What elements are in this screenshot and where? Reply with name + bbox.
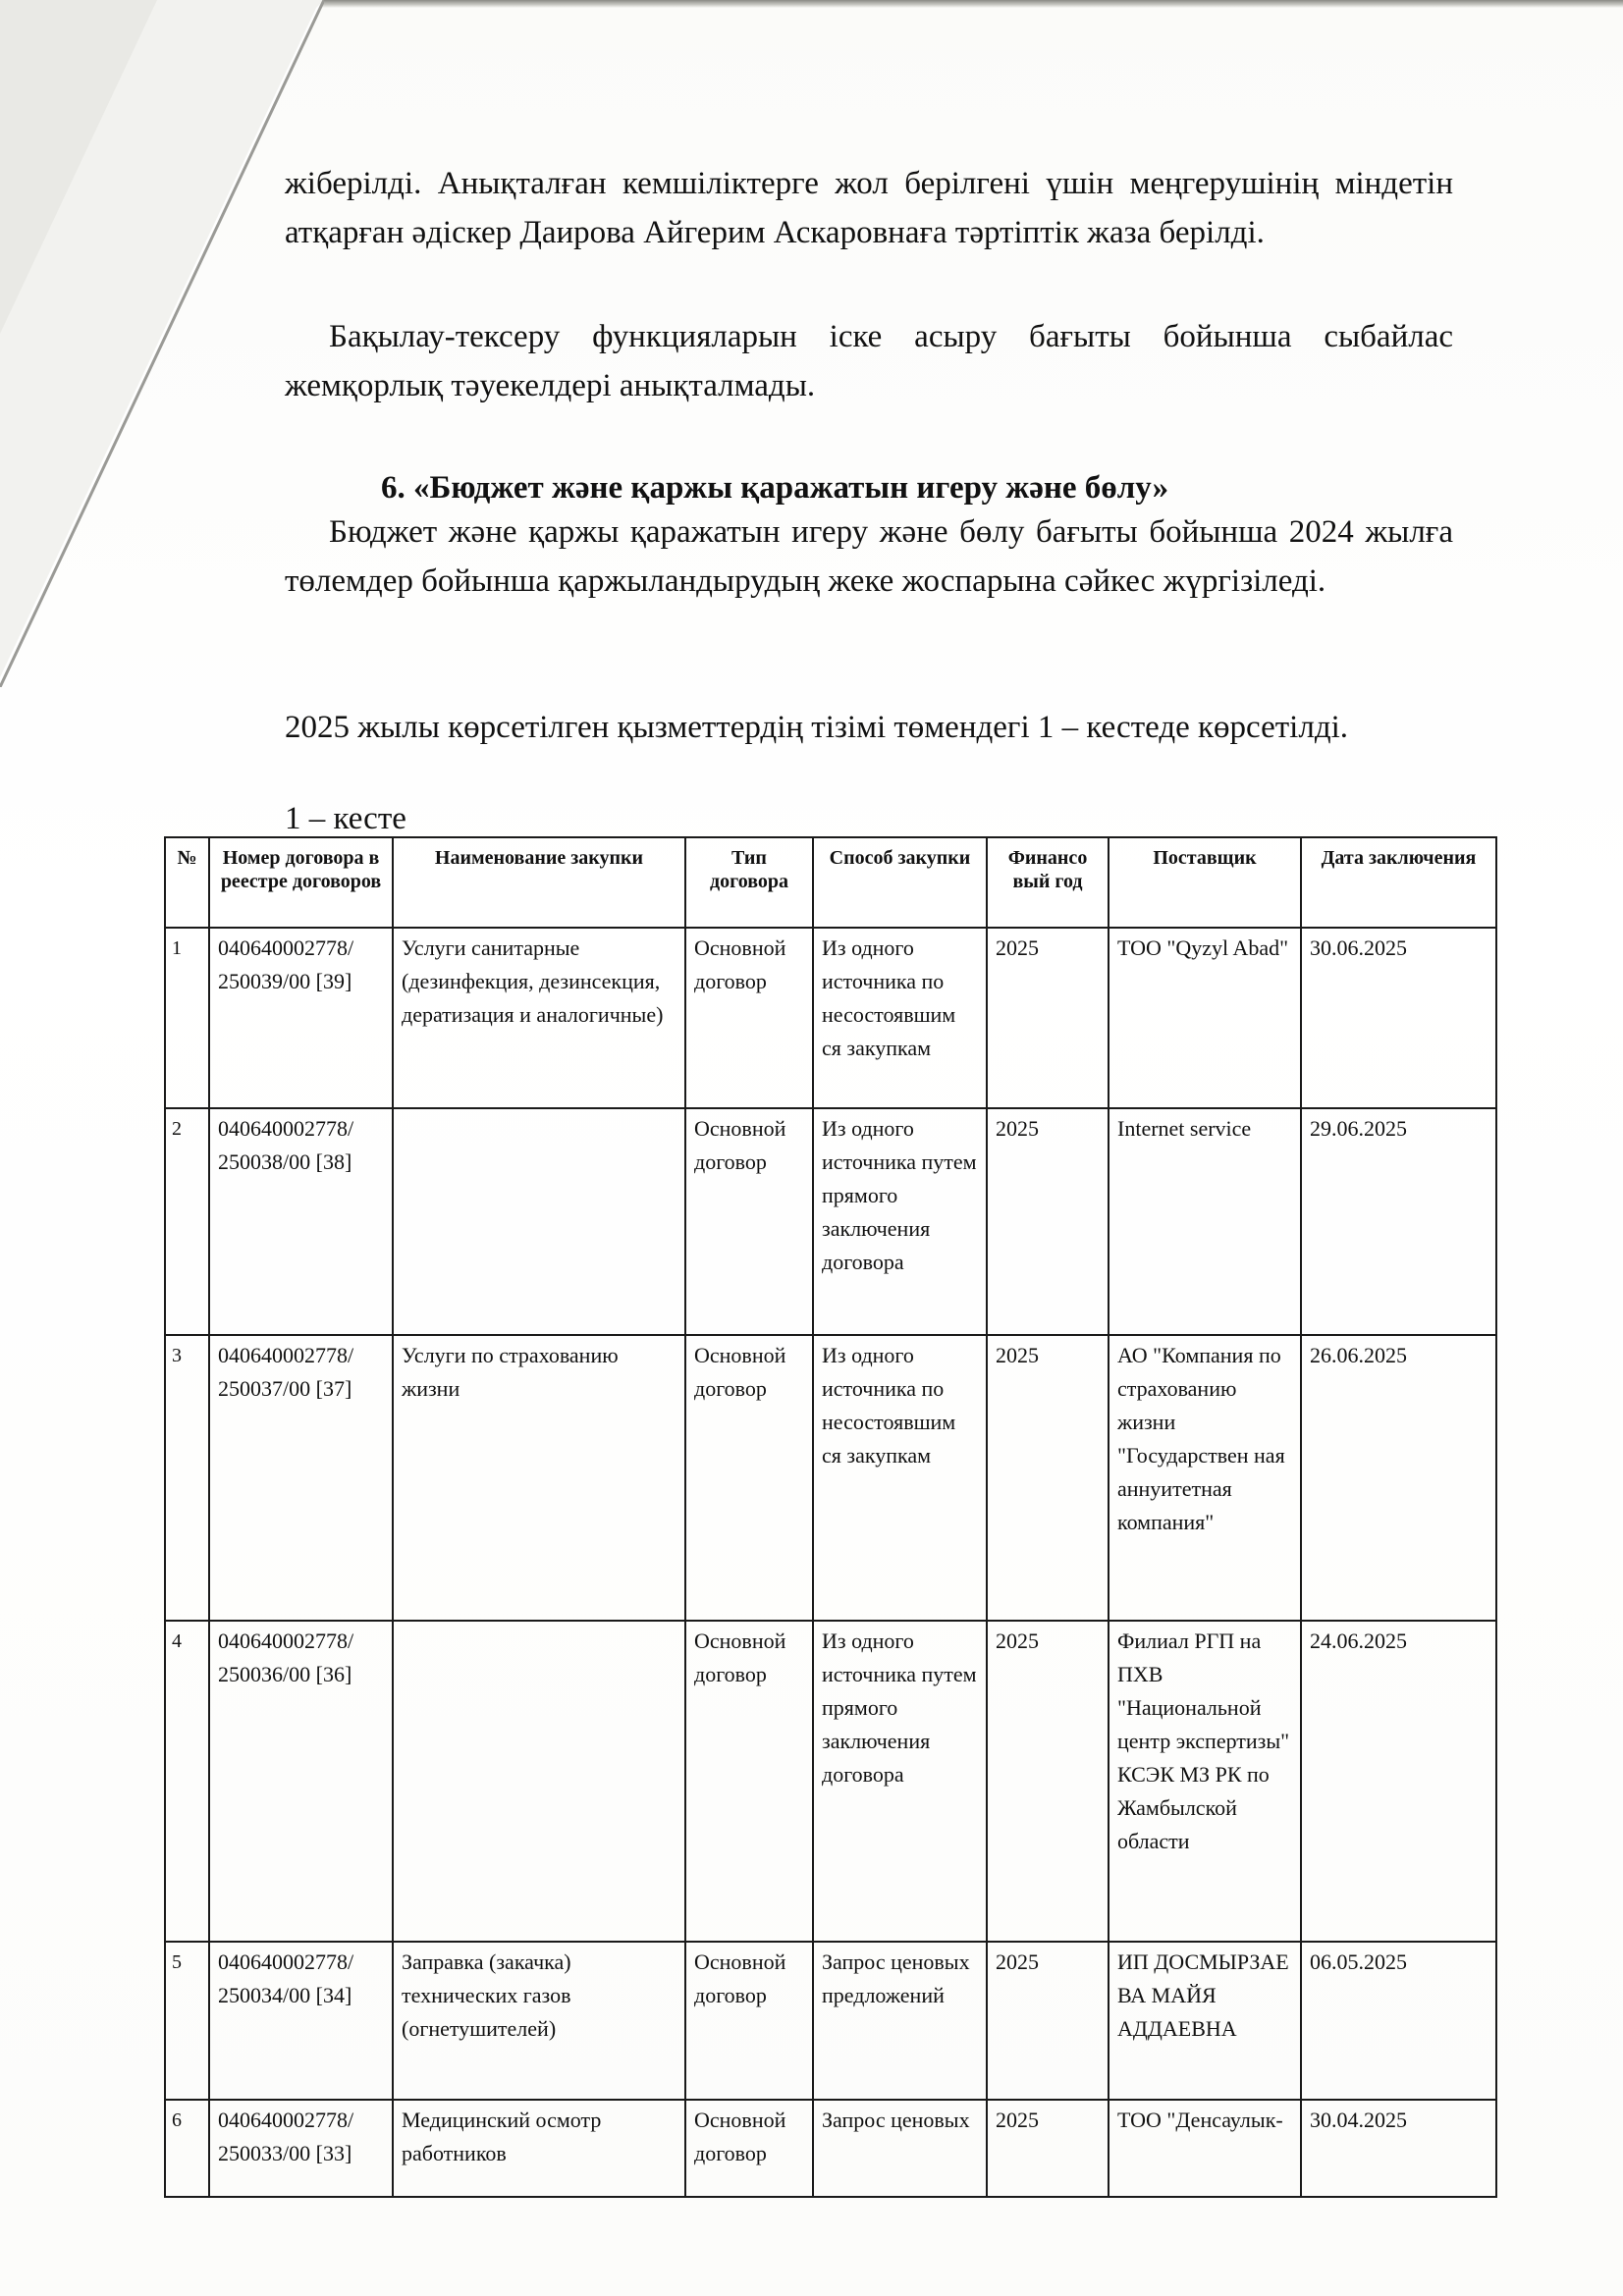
- table-row: [165, 1108, 1496, 1335]
- cell-type: Основной договор: [685, 928, 813, 1108]
- cell-contract-no: 040640002778/ 250037/00 [37]: [209, 1335, 393, 1621]
- contracts-table: [164, 836, 1497, 2198]
- cell-num: 3: [165, 1335, 209, 1621]
- cell-method: Из одного источника путем прямого заключения договора: [813, 1621, 987, 1942]
- paragraph-services-list: 2025 жылы көрсетілген қызметтердің тізімі төмендегі 1 – кестеде көрсетілді.: [285, 710, 1349, 745]
- cell-fin-year: 2025: [987, 1108, 1109, 1335]
- cell-date: 30.06.2025: [1301, 928, 1496, 1108]
- header-method: Способ закупки: [813, 837, 987, 928]
- cell-name: Услуги санитарные (дезинфекция, дезинсекция, дератизация и аналогичные): [393, 928, 685, 1108]
- cell-supplier: ТОО "Денсаулык-: [1109, 2100, 1301, 2197]
- cell-fin-year: 2025: [987, 2100, 1109, 2197]
- cell-name: Услуги по страхованию жизни: [393, 1335, 685, 1621]
- cell-fin-year: 2025: [987, 1942, 1109, 2100]
- cell-fin-year: 2025: [987, 1335, 1109, 1621]
- cell-type: Основной договор: [685, 2100, 813, 2197]
- cell-name: Заправка (закачка) технических газов (огнетушителей): [393, 1942, 685, 2100]
- cell-num: 2: [165, 1108, 209, 1335]
- header-name: Наименование закупки: [393, 837, 685, 928]
- paragraph-disciplinary: жіберілді. Анықталған кемшіліктерге жол берілгені үшін меңгерушінің міндетін атқарған әдіскер Даирова Айгерим Аскаровнаға тәртіптік жаза берілді.: [285, 166, 1453, 250]
- cell-type: Основной договор: [685, 1108, 813, 1335]
- cell-method: Из одного источника по несостоявшим ся закупкам: [813, 1335, 987, 1621]
- table-row: [165, 2100, 1496, 2197]
- cell-date: 06.05.2025: [1301, 1942, 1496, 2100]
- contracts-table-wrapper: [164, 836, 1495, 2198]
- cell-num: 1: [165, 928, 209, 1108]
- cell-date: 30.04.2025: [1301, 2100, 1496, 2197]
- cell-type: Основной договор: [685, 1942, 813, 2100]
- cell-contract-no: 040640002778/ 250033/00 [33]: [209, 2100, 393, 2197]
- cell-method: Из одного источника по несостоявшим ся закупкам: [813, 928, 987, 1108]
- cell-supplier: Филиал РГП на ПХВ "Национальной центр экспертизы" КСЭК МЗ РК по Жамбылской области: [1109, 1621, 1301, 1942]
- cell-fin-year: 2025: [987, 1621, 1109, 1942]
- cell-fin-year: 2025: [987, 928, 1109, 1108]
- header-type: Тип договора: [685, 837, 813, 928]
- scan-top-edge: [295, 0, 1623, 8]
- cell-name: Медицинский осмотр работников: [393, 2100, 685, 2197]
- cell-supplier: Internet service: [1109, 1108, 1301, 1335]
- paragraph-budget: Бюджет және қаржы қаражатын игеру және бөлу бағыты бойынша 2024 жылға төлемдер бойынша қаржыландырудың жеке жоспарына сәйкес жүргізіледі.: [285, 514, 1453, 599]
- cell-date: 29.06.2025: [1301, 1108, 1496, 1335]
- cell-name: [393, 1621, 685, 1942]
- table-row: [165, 928, 1496, 1108]
- cell-contract-no: 040640002778/ 250034/00 [34]: [209, 1942, 393, 2100]
- cell-name: [393, 1108, 685, 1335]
- cell-method: Запрос ценовых предложений: [813, 1942, 987, 2100]
- cell-method: Запрос ценовых: [813, 2100, 987, 2197]
- cell-num: 5: [165, 1942, 209, 2100]
- cell-date: 26.06.2025: [1301, 1335, 1496, 1621]
- header-date: Дата заключения: [1301, 837, 1496, 928]
- cell-contract-no: 040640002778/ 250038/00 [38]: [209, 1108, 393, 1335]
- cell-contract-no: 040640002778/ 250036/00 [36]: [209, 1621, 393, 1942]
- header-supplier: Поставщик: [1109, 837, 1301, 928]
- header-num: №: [165, 837, 209, 928]
- table-caption: 1 – кесте: [285, 801, 406, 836]
- cell-num: 6: [165, 2100, 209, 2197]
- paragraph-corruption-risks: Бақылау-тексеру функцияларын іске асыру бағыты бойынша сыбайлас жемқорлық тәуекелдері анықталмады.: [285, 319, 1453, 403]
- header-contract-no: Номер договора в реестре договоров: [209, 837, 393, 928]
- table-header-row: [165, 837, 1496, 928]
- cell-supplier: ТОО "Qyzyl Abad": [1109, 928, 1301, 1108]
- section-title: 6. «Бюджет және қаржы қаражатын игеру және бөлу»: [381, 470, 1169, 506]
- cell-type: Основной договор: [685, 1335, 813, 1621]
- page-corner-fold: [0, 0, 324, 687]
- table-row: [165, 1335, 1496, 1621]
- cell-num: 4: [165, 1621, 209, 1942]
- cell-date: 24.06.2025: [1301, 1621, 1496, 1942]
- cell-type: Основной договор: [685, 1621, 813, 1942]
- table-row: [165, 1942, 1496, 2100]
- table-row: [165, 1621, 1496, 1942]
- cell-supplier: ИП ДОСМЫРЗАЕ ВА МАЙЯ АДДАЕВНА: [1109, 1942, 1301, 2100]
- cell-method: Из одного источника путем прямого заключения договора: [813, 1108, 987, 1335]
- cell-supplier: АО "Компания по страхованию жизни "Государствен ная аннуитетная компания": [1109, 1335, 1301, 1621]
- header-fin-year: Финансо вый год: [987, 837, 1109, 928]
- cell-contract-no: 040640002778/ 250039/00 [39]: [209, 928, 393, 1108]
